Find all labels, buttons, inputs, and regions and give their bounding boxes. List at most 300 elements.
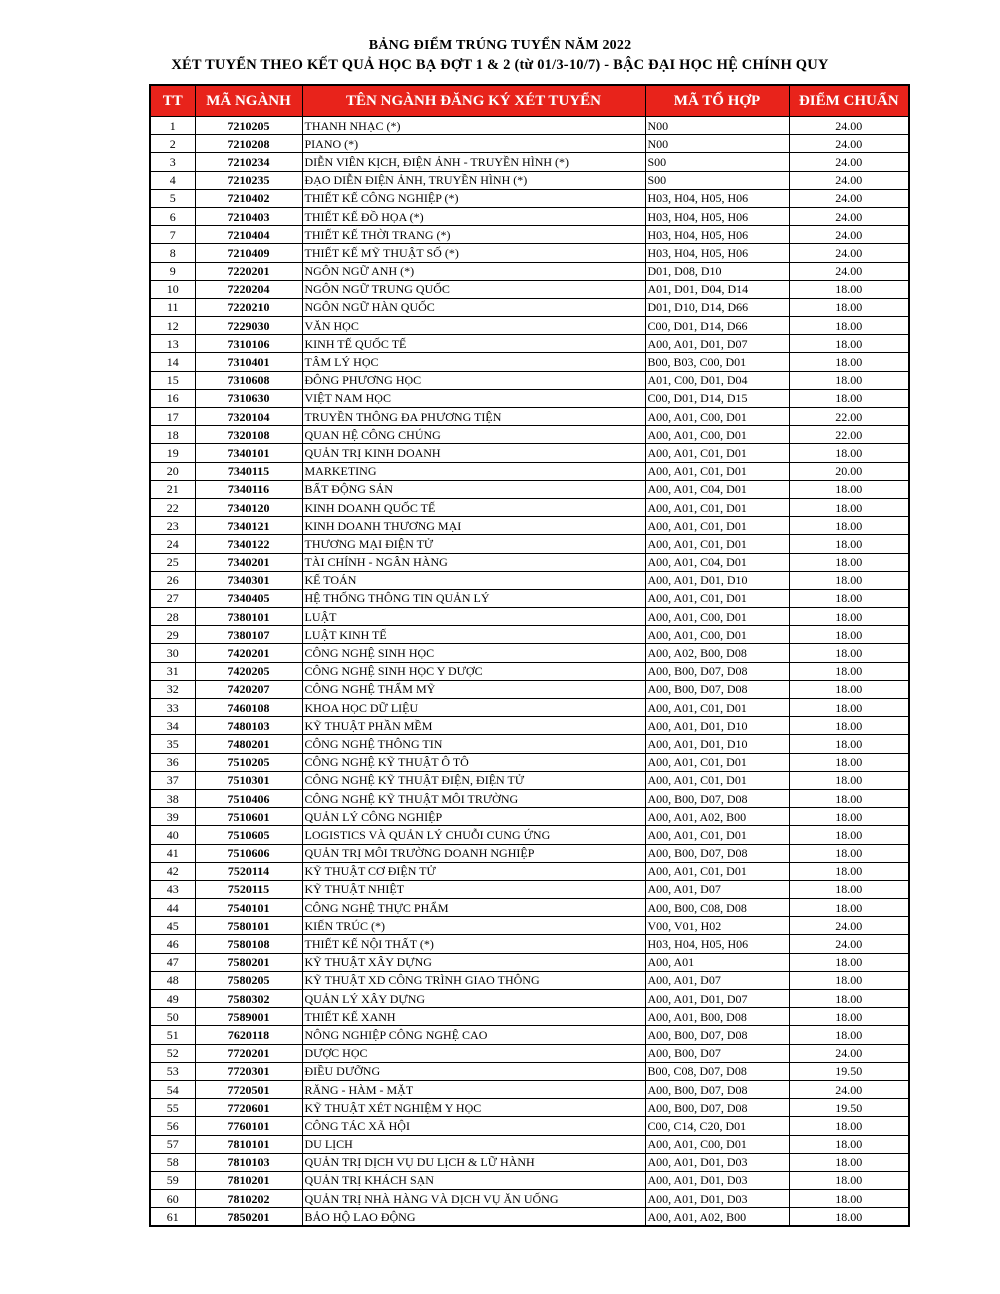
major-name: BẢO HỘ LAO ĐỘNG: [302, 1208, 645, 1227]
major-name: THIẾT KẾ THỜI TRANG (*): [302, 226, 645, 244]
row-number: 32: [150, 680, 195, 698]
cutoff-score: 18.00: [789, 844, 909, 862]
major-name: QUAN HỆ CÔNG CHÚNG: [302, 426, 645, 444]
major-code: 7510301: [195, 771, 302, 789]
table-row: [150, 844, 909, 862]
major-code: 7340122: [195, 535, 302, 553]
table-row: [150, 1208, 909, 1227]
major-name: THƯƠNG MẠI ĐIỆN TỬ: [302, 535, 645, 553]
subject-combination: A00, A01, C01, D01: [645, 444, 789, 462]
major-name: THIẾT KẾ ĐỒ HỌA (*): [302, 207, 645, 225]
cutoff-score: 24.00: [789, 117, 909, 135]
cutoff-score: 18.00: [789, 280, 909, 298]
major-code: 7510605: [195, 826, 302, 844]
cutoff-score: 18.00: [789, 444, 909, 462]
major-name: CÔNG NGHỆ SINH HỌC: [302, 644, 645, 662]
cutoff-score: 18.00: [789, 880, 909, 898]
major-code: 7460108: [195, 699, 302, 717]
table-row: [150, 389, 909, 407]
row-number: 6: [150, 207, 195, 225]
table-row: [150, 571, 909, 589]
major-name: THIẾT KẾ XANH: [302, 1008, 645, 1026]
major-code: 7340115: [195, 462, 302, 480]
major-code: 7810201: [195, 1171, 302, 1189]
subject-combination: V00, V01, H02: [645, 917, 789, 935]
cutoff-score: 18.00: [789, 353, 909, 371]
table-row: [150, 117, 909, 135]
row-number: 39: [150, 808, 195, 826]
cutoff-score: 18.00: [789, 899, 909, 917]
cutoff-score: 24.00: [789, 189, 909, 207]
cutoff-score: 18.00: [789, 735, 909, 753]
table-row: [150, 1026, 909, 1044]
cutoff-score: 18.00: [789, 808, 909, 826]
major-name: KẾ TOÁN: [302, 571, 645, 589]
row-number: 33: [150, 699, 195, 717]
row-number: 29: [150, 626, 195, 644]
major-name: TÂM LÝ HỌC: [302, 353, 645, 371]
cutoff-score: 22.00: [789, 426, 909, 444]
major-name: KỸ THUẬT XD CÔNG TRÌNH GIAO THÔNG: [302, 971, 645, 989]
major-code: 7480103: [195, 717, 302, 735]
table-row: [150, 189, 909, 207]
cutoff-score: 18.00: [789, 699, 909, 717]
subject-combination: A00, A01, D01, D10: [645, 717, 789, 735]
table-row: [150, 608, 909, 626]
major-name: CÔNG NGHỆ THỰC PHẨM: [302, 899, 645, 917]
cutoff-score: 18.00: [789, 990, 909, 1008]
table-row: [150, 317, 909, 335]
row-number: 59: [150, 1171, 195, 1189]
major-code: 7510601: [195, 808, 302, 826]
row-number: 38: [150, 789, 195, 807]
major-code: 7340121: [195, 517, 302, 535]
row-number: 41: [150, 844, 195, 862]
cutoff-score: 22.00: [789, 408, 909, 426]
cutoff-score: 18.00: [789, 1008, 909, 1026]
row-number: 20: [150, 462, 195, 480]
major-code: 7210234: [195, 153, 302, 171]
major-code: 7210235: [195, 171, 302, 189]
major-code: 7620118: [195, 1026, 302, 1044]
subject-combination: A00, B00, D07, D08: [645, 844, 789, 862]
subject-combination: A00, A01, C00, D01: [645, 408, 789, 426]
major-name: QUẢN TRỊ MÔI TRƯỜNG DOANH NGHIỆP: [302, 844, 645, 862]
row-number: 54: [150, 1080, 195, 1098]
cutoff-score: 24.00: [789, 135, 909, 153]
table-row: [150, 426, 909, 444]
cutoff-score: 20.00: [789, 462, 909, 480]
cutoff-score: 18.00: [789, 608, 909, 626]
subject-combination: H03, H04, H05, H06: [645, 935, 789, 953]
major-name: CÔNG NGHỆ KỸ THUẬT ĐIỆN, ĐIỆN TỬ: [302, 771, 645, 789]
table-row: [150, 135, 909, 153]
major-name: KỸ THUẬT PHẦN MỀM: [302, 717, 645, 735]
table-row: [150, 353, 909, 371]
row-number: 49: [150, 990, 195, 1008]
cutoff-score: 18.00: [789, 317, 909, 335]
row-number: 61: [150, 1208, 195, 1227]
table-row: [150, 771, 909, 789]
row-number: 43: [150, 880, 195, 898]
subject-combination: A00, B00, D07, D08: [645, 662, 789, 680]
cutoff-score: 18.00: [789, 862, 909, 880]
major-code: 7580201: [195, 953, 302, 971]
cutoff-score: 18.00: [789, 789, 909, 807]
subject-combination: N00: [645, 117, 789, 135]
major-code: 7520114: [195, 862, 302, 880]
subject-combination: A00, A01, C01, D01: [645, 462, 789, 480]
cutoff-score: 24.00: [789, 171, 909, 189]
table-row: [150, 553, 909, 571]
table-row: [150, 480, 909, 498]
subject-combination: H03, H04, H05, H06: [645, 226, 789, 244]
row-number: 17: [150, 408, 195, 426]
major-code: 7340201: [195, 553, 302, 571]
table-row: [150, 280, 909, 298]
column-header-major-code: MÃ NGÀNH: [195, 85, 302, 117]
major-code: 7720201: [195, 1044, 302, 1062]
major-name: KỸ THUẬT CƠ ĐIỆN TỬ: [302, 862, 645, 880]
table-row: [150, 880, 909, 898]
subject-combination: A00, A01, D01, D03: [645, 1190, 789, 1208]
table-row: [150, 171, 909, 189]
subject-combination: A00, A01, D07: [645, 880, 789, 898]
table-row: [150, 862, 909, 880]
table-header-row: [150, 85, 909, 117]
row-number: 40: [150, 826, 195, 844]
table-row: [150, 408, 909, 426]
major-code: 7340301: [195, 571, 302, 589]
major-name: BẤT ĐỘNG SẢN: [302, 480, 645, 498]
major-code: 7310106: [195, 335, 302, 353]
cutoff-score: 24.00: [789, 935, 909, 953]
subject-combination: D01, D08, D10: [645, 262, 789, 280]
subject-combination: A00, A01, C01, D01: [645, 862, 789, 880]
cutoff-score: 18.00: [789, 335, 909, 353]
major-code: 7310608: [195, 371, 302, 389]
row-number: 10: [150, 280, 195, 298]
major-name: MARKETING: [302, 462, 645, 480]
cutoff-score: 18.00: [789, 1171, 909, 1189]
row-number: 3: [150, 153, 195, 171]
table-row: [150, 207, 909, 225]
subject-combination: A00, A01, D01, D07: [645, 990, 789, 1008]
row-number: 5: [150, 189, 195, 207]
subject-combination: S00: [645, 171, 789, 189]
major-code: 7340405: [195, 589, 302, 607]
major-name: THIẾT KẾ MỸ THUẬT SỐ (*): [302, 244, 645, 262]
subject-combination: A00, A01, A02, B00: [645, 808, 789, 826]
subject-combination: A00, A01, A02, B00: [645, 1208, 789, 1227]
row-number: 45: [150, 917, 195, 935]
subject-combination: A00, A01, C01, D01: [645, 589, 789, 607]
row-number: 23: [150, 517, 195, 535]
table-row: [150, 990, 909, 1008]
major-code: 7320104: [195, 408, 302, 426]
row-number: 47: [150, 953, 195, 971]
cutoff-score: 24.00: [789, 1080, 909, 1098]
major-name: KHOA HỌC DỮ LIỆU: [302, 699, 645, 717]
cutoff-score: 18.00: [789, 1208, 909, 1227]
major-code: 7210403: [195, 207, 302, 225]
column-header-cutoff-score: ĐIỂM CHUẨN: [789, 85, 909, 117]
table-row: [150, 517, 909, 535]
subject-combination: A00, A01, D01, D03: [645, 1171, 789, 1189]
table-row: [150, 371, 909, 389]
major-code: 7810103: [195, 1153, 302, 1171]
major-name: CÔNG NGHỆ THẨM MỸ: [302, 680, 645, 698]
major-code: 7510606: [195, 844, 302, 862]
table-row: [150, 753, 909, 771]
row-number: 9: [150, 262, 195, 280]
major-name: CÔNG TÁC XÃ HỘI: [302, 1117, 645, 1135]
subject-combination: A00, A01, C00, D01: [645, 608, 789, 626]
major-name: VIỆT NAM HỌC: [302, 389, 645, 407]
major-code: 7720601: [195, 1099, 302, 1117]
table-row: [150, 699, 909, 717]
cutoff-score: 18.00: [789, 389, 909, 407]
major-code: 7210409: [195, 244, 302, 262]
major-code: 7510205: [195, 753, 302, 771]
major-code: 7589001: [195, 1008, 302, 1026]
subject-combination: A00, A01, C01, D01: [645, 753, 789, 771]
subject-combination: A00, A01, D01, D03: [645, 1153, 789, 1171]
row-number: 46: [150, 935, 195, 953]
subject-combination: A00, A01, C01, D01: [645, 826, 789, 844]
major-code: 7320108: [195, 426, 302, 444]
subject-combination: A00, B00, C08, D08: [645, 899, 789, 917]
row-number: 55: [150, 1099, 195, 1117]
subject-combination: A00, A01, D01, D07: [645, 335, 789, 353]
row-number: 31: [150, 662, 195, 680]
major-name: LUẬT KINH TẾ: [302, 626, 645, 644]
table-row: [150, 971, 909, 989]
table-row: [150, 808, 909, 826]
major-code: 7760101: [195, 1117, 302, 1135]
subject-combination: A00, B00, D07: [645, 1044, 789, 1062]
major-name: ĐIỀU DƯỠNG: [302, 1062, 645, 1080]
row-number: 57: [150, 1135, 195, 1153]
major-name: LUẬT: [302, 608, 645, 626]
major-code: 7229030: [195, 317, 302, 335]
cutoff-score: 18.00: [789, 535, 909, 553]
major-name: QUẢN TRỊ KHÁCH SẠN: [302, 1171, 645, 1189]
row-number: 14: [150, 353, 195, 371]
column-header-tt: TT: [150, 85, 195, 117]
major-name: PIANO (*): [302, 135, 645, 153]
cutoff-score: 18.00: [789, 953, 909, 971]
row-number: 12: [150, 317, 195, 335]
major-code: 7220204: [195, 280, 302, 298]
major-name: TRUYỀN THÔNG ĐA PHƯƠNG TIỆN: [302, 408, 645, 426]
major-name: KỸ THUẬT NHIỆT: [302, 880, 645, 898]
cutoff-score: 24.00: [789, 917, 909, 935]
major-code: 7210402: [195, 189, 302, 207]
major-name: KINH TẾ QUỐC TẾ: [302, 335, 645, 353]
major-code: 7510406: [195, 789, 302, 807]
major-name: KINH DOANH QUỐC TẾ: [302, 498, 645, 516]
subject-combination: H03, H04, H05, H06: [645, 244, 789, 262]
major-name: THIẾT KẾ NỘI THẤT (*): [302, 935, 645, 953]
subject-combination: B00, B03, C00, D01: [645, 353, 789, 371]
cutoff-score: 18.00: [789, 1190, 909, 1208]
table-row: [150, 717, 909, 735]
subject-combination: A00, A01, D01, D10: [645, 571, 789, 589]
major-name: KỸ THUẬT XÂY DỰNG: [302, 953, 645, 971]
major-name: QUẢN LÝ XÂY DỰNG: [302, 990, 645, 1008]
table-row: [150, 1190, 909, 1208]
major-name: CÔNG NGHỆ SINH HỌC Y DƯỢC: [302, 662, 645, 680]
subject-combination: C00, D01, D14, D66: [645, 317, 789, 335]
subject-combination: H03, H04, H05, H06: [645, 207, 789, 225]
table-row: [150, 680, 909, 698]
row-number: 34: [150, 717, 195, 735]
table-row: [150, 298, 909, 316]
major-code: 7480201: [195, 735, 302, 753]
table-row: [150, 1171, 909, 1189]
major-name: DIỄN VIÊN KỊCH, ĐIỆN ẢNH - TRUYỀN HÌNH (*): [302, 153, 645, 171]
subject-combination: A00, B00, D07, D08: [645, 680, 789, 698]
table-row: [150, 535, 909, 553]
column-header-subject-combination: MÃ TỔ HỢP: [645, 85, 789, 117]
subject-combination: C00, C14, C20, D01: [645, 1117, 789, 1135]
table-row: [150, 644, 909, 662]
table-row: [150, 1080, 909, 1098]
subject-combination: A00, B00, D07, D08: [645, 789, 789, 807]
major-name: HỆ THỐNG THÔNG TIN QUẢN LÝ: [302, 589, 645, 607]
major-name: CÔNG NGHỆ KỸ THUẬT MÔI TRƯỜNG: [302, 789, 645, 807]
cutoff-score: 18.00: [789, 971, 909, 989]
major-name: NGÔN NGỮ TRUNG QUỐC: [302, 280, 645, 298]
page-title: BẢNG ĐIỂM TRÚNG TUYỂN NĂM 2022: [368, 38, 632, 53]
subject-combination: A00, B00, D07, D08: [645, 1099, 789, 1117]
cutoff-score: 24.00: [789, 262, 909, 280]
admission-scores-table: [149, 84, 910, 1227]
major-name: CÔNG NGHỆ KỸ THUẬT Ô TÔ: [302, 753, 645, 771]
row-number: 48: [150, 971, 195, 989]
cutoff-score: 18.00: [789, 626, 909, 644]
major-code: 7340120: [195, 498, 302, 516]
table-row: [150, 1008, 909, 1026]
subject-combination: S00: [645, 153, 789, 171]
cutoff-score: 18.00: [789, 753, 909, 771]
major-name: RĂNG - HÀM - MẶT: [302, 1080, 645, 1098]
row-number: 11: [150, 298, 195, 316]
table-row: [150, 498, 909, 516]
row-number: 4: [150, 171, 195, 189]
cutoff-score: 18.00: [789, 1135, 909, 1153]
cutoff-score: 18.00: [789, 589, 909, 607]
major-name: QUẢN TRỊ NHÀ HÀNG VÀ DỊCH VỤ ĂN UỐNG: [302, 1190, 645, 1208]
major-code: 7380107: [195, 626, 302, 644]
major-code: 7340116: [195, 480, 302, 498]
subject-combination: A00, A01, B00, D08: [645, 1008, 789, 1026]
subject-combination: A00, A01, C04, D01: [645, 553, 789, 571]
table-row: [150, 626, 909, 644]
major-code: 7420207: [195, 680, 302, 698]
major-name: QUẢN TRỊ DỊCH VỤ DU LỊCH & LỮ HÀNH: [302, 1153, 645, 1171]
subject-combination: A00, A01, C00, D01: [645, 626, 789, 644]
subject-combination: A00, A01: [645, 953, 789, 971]
subject-combination: A00, A01, C01, D01: [645, 517, 789, 535]
table-row: [150, 1044, 909, 1062]
major-code: 7210208: [195, 135, 302, 153]
row-number: 24: [150, 535, 195, 553]
cutoff-score: 18.00: [789, 498, 909, 516]
subject-combination: A00, A01, C01, D01: [645, 771, 789, 789]
cutoff-score: 18.00: [789, 680, 909, 698]
page-subtitle: XÉT TUYỂN THEO KẾT QUẢ HỌC BẠ ĐỢT 1 & 2 (từ 01/3-10/7) - BẬC ĐẠI HỌC HỆ CHÍNH QUY: [171, 57, 829, 73]
row-number: 50: [150, 1008, 195, 1026]
row-number: 58: [150, 1153, 195, 1171]
subject-combination: A00, B00, D07, D08: [645, 1080, 789, 1098]
subject-combination: A00, A01, C01, D01: [645, 535, 789, 553]
major-name: NÔNG NGHIỆP CÔNG NGHỆ CAO: [302, 1026, 645, 1044]
major-code: 7580205: [195, 971, 302, 989]
major-code: 7340101: [195, 444, 302, 462]
major-code: 7380101: [195, 608, 302, 626]
cutoff-score: 19.50: [789, 1062, 909, 1080]
table-row: [150, 917, 909, 935]
row-number: 37: [150, 771, 195, 789]
row-number: 27: [150, 589, 195, 607]
table-row: [150, 226, 909, 244]
major-code: 7810202: [195, 1190, 302, 1208]
subject-combination: B00, C08, D07, D08: [645, 1062, 789, 1080]
row-number: 25: [150, 553, 195, 571]
row-number: 18: [150, 426, 195, 444]
row-number: 36: [150, 753, 195, 771]
row-number: 26: [150, 571, 195, 589]
table-row: [150, 1099, 909, 1117]
row-number: 8: [150, 244, 195, 262]
cutoff-score: 18.00: [789, 553, 909, 571]
cutoff-score: 18.00: [789, 771, 909, 789]
table-row: [150, 826, 909, 844]
row-number: 1: [150, 117, 195, 135]
row-number: 16: [150, 389, 195, 407]
table-row: [150, 444, 909, 462]
table-row: [150, 953, 909, 971]
table-row: [150, 789, 909, 807]
major-name: DƯỢC HỌC: [302, 1044, 645, 1062]
cutoff-score: 24.00: [789, 1044, 909, 1062]
major-name: QUẢN LÝ CÔNG NGHIỆP: [302, 808, 645, 826]
row-number: 28: [150, 608, 195, 626]
row-number: 22: [150, 498, 195, 516]
subject-combination: H03, H04, H05, H06: [645, 189, 789, 207]
row-number: 15: [150, 371, 195, 389]
table-row: [150, 1062, 909, 1080]
cutoff-score: 24.00: [789, 226, 909, 244]
major-name: THANH NHẠC (*): [302, 117, 645, 135]
row-number: 44: [150, 899, 195, 917]
cutoff-score: 24.00: [789, 207, 909, 225]
major-code: 7580101: [195, 917, 302, 935]
subject-combination: A01, C00, D01, D04: [645, 371, 789, 389]
row-number: 51: [150, 1026, 195, 1044]
subject-combination: A00, A01, D07: [645, 971, 789, 989]
subject-combination: A01, D01, D04, D14: [645, 280, 789, 298]
table-row: [150, 1135, 909, 1153]
major-name: VĂN HỌC: [302, 317, 645, 335]
major-code: 7520115: [195, 880, 302, 898]
subject-combination: A00, B00, D07, D08: [645, 1026, 789, 1044]
row-number: 13: [150, 335, 195, 353]
cutoff-score: 18.00: [789, 298, 909, 316]
subject-combination: A00, A01, C00, D01: [645, 1135, 789, 1153]
